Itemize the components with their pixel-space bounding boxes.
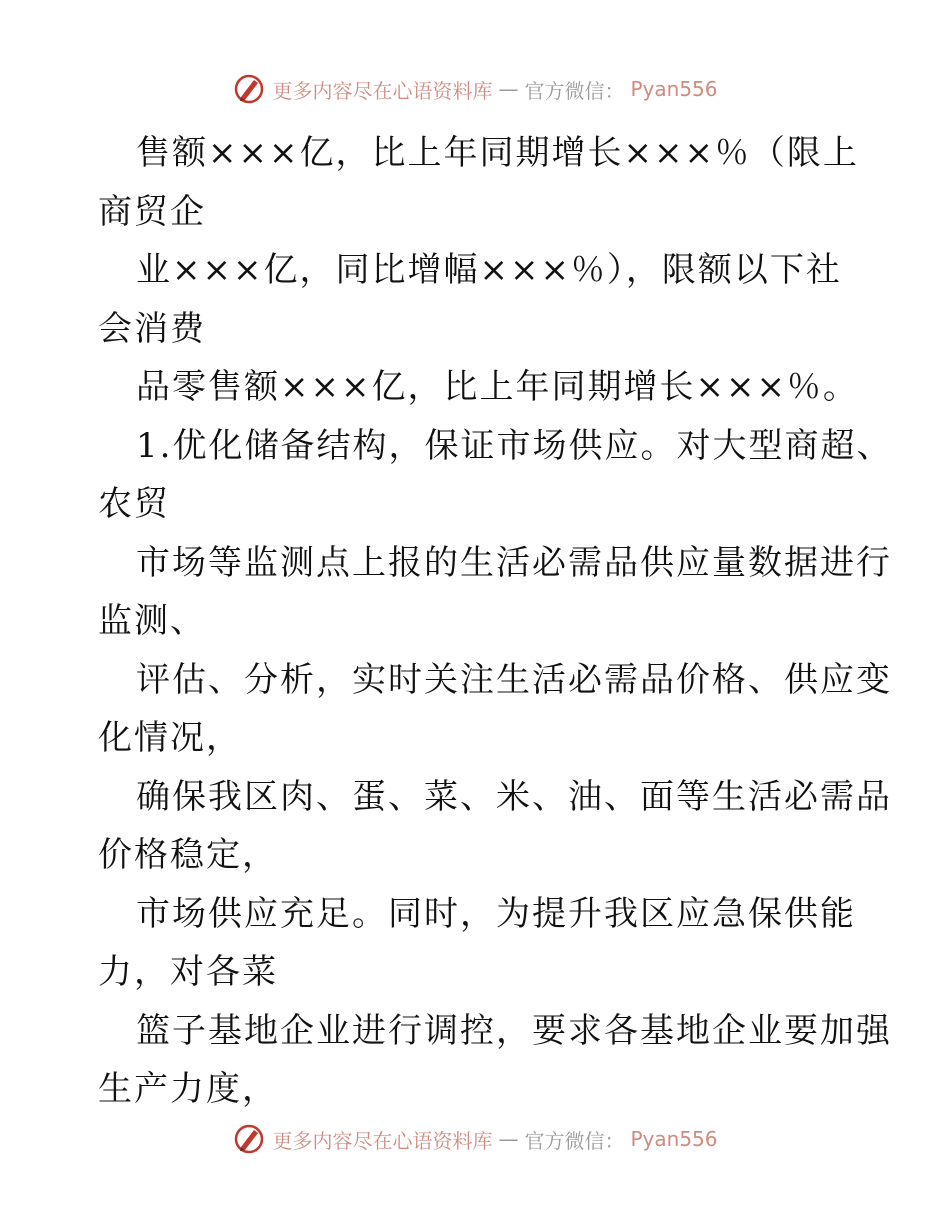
body-line: 业×××亿，同比增幅×××％），限额以下社 <box>136 250 842 290</box>
body-line: 商贸企 <box>98 191 206 232</box>
pen-circle-logo-icon <box>232 1122 266 1156</box>
header-banner <box>0 72 950 106</box>
pen-circle-logo-icon <box>232 72 266 106</box>
body-line: 评估、分析，实时关注生活必需品价格、供应变 <box>136 659 892 700</box>
banner-separator: — <box>498 77 519 101</box>
body-line: 价格稳定， <box>98 835 278 875</box>
body-line: 品零售额×××亿，比上年同期增长×××％。 <box>136 367 859 407</box>
body-line: 监测、 <box>98 601 206 641</box>
body-line: 生产力度， <box>98 1069 278 1109</box>
banner-wechat-label: 官方微信： <box>524 78 625 103</box>
body-line: 农贸 <box>98 484 170 524</box>
body-line: 力，对各菜 <box>98 952 278 992</box>
body-line: 市场等监测点上报的生活必需品供应量数据进行 <box>136 542 892 583</box>
banner-separator: — <box>498 1127 519 1151</box>
body-line: 会消费 <box>98 308 206 349</box>
footer-banner <box>0 1122 950 1156</box>
body-line: 1.优化储备结构，保证市场供应。对大型商超、 <box>136 425 893 466</box>
banner-main-text: 更多内容尽在心语资料库 <box>272 1128 493 1153</box>
body-line: 市场供应充足。同时，为提升我区应急保供能 <box>136 893 856 934</box>
body-line: 售额×××亿，比上年同期增长×××％（限上 <box>136 133 859 173</box>
banner-wechat-handle: Pyan556 <box>630 77 718 101</box>
banner-wechat-handle: Pyan556 <box>630 1127 718 1151</box>
body-line: 篮子基地企业进行调控，要求各基地企业要加强 <box>136 1010 892 1051</box>
document-body <box>98 124 893 1119</box>
banner-wechat-label: 官方微信： <box>524 1128 625 1153</box>
banner-main-text: 更多内容尽在心语资料库 <box>272 78 493 103</box>
body-line: 确保我区肉、蛋、菜、米、油、面等生活必需品 <box>136 776 892 817</box>
body-line: 化情况， <box>98 718 242 758</box>
